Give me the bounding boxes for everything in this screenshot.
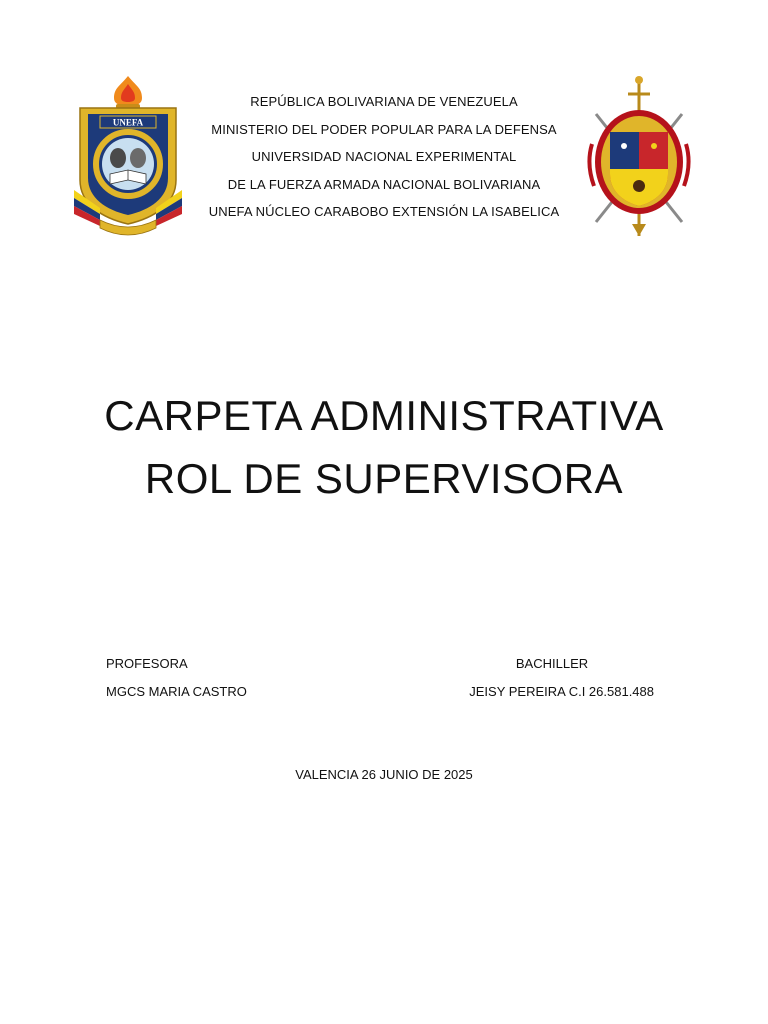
title-line-2: ROL DE SUPERVISORA xyxy=(144,455,624,502)
student-role: BACHILLER xyxy=(515,656,589,671)
header-line-armed-forces: DE LA FUERZA ARMADA NACIONAL BOLIVARIANA xyxy=(227,176,541,192)
document-date: VALENCIA 26 JUNIO DE 2025 xyxy=(295,767,473,782)
professor-name: MGCS MARIA CASTRO xyxy=(106,684,247,699)
institution-header xyxy=(190,88,578,226)
fanb-coat-of-arms-icon xyxy=(584,74,694,240)
header-line-university: UNIVERSIDAD NACIONAL EXPERIMENTAL xyxy=(251,149,517,164)
unefa-shield-icon xyxy=(70,72,186,242)
document-title xyxy=(0,384,768,510)
header-line-ministry: MINISTERIO DEL PODER POPULAR PARA LA DEFENSA xyxy=(211,121,557,137)
header-line-republic: REPÚBLICA BOLIVARIANA DE VENEZUELA xyxy=(250,94,518,109)
professor-role: PROFESORA xyxy=(106,656,188,671)
title-line-1: CARPETA ADMINISTRATIVA xyxy=(104,392,664,439)
svg-text:UNEFA: UNEFA xyxy=(112,117,144,128)
signature-block-student xyxy=(444,650,654,706)
student-name: JEISY PEREIRA C.I 26.581.488 xyxy=(469,684,654,699)
unefa-logo xyxy=(70,72,186,242)
fanb-coat-of-arms xyxy=(584,74,694,240)
signature-block-professor xyxy=(106,650,247,706)
header-line-campus: UNEFA NÚCLEO CARABOBO EXTENSIÓN LA ISABELICA xyxy=(208,204,560,219)
